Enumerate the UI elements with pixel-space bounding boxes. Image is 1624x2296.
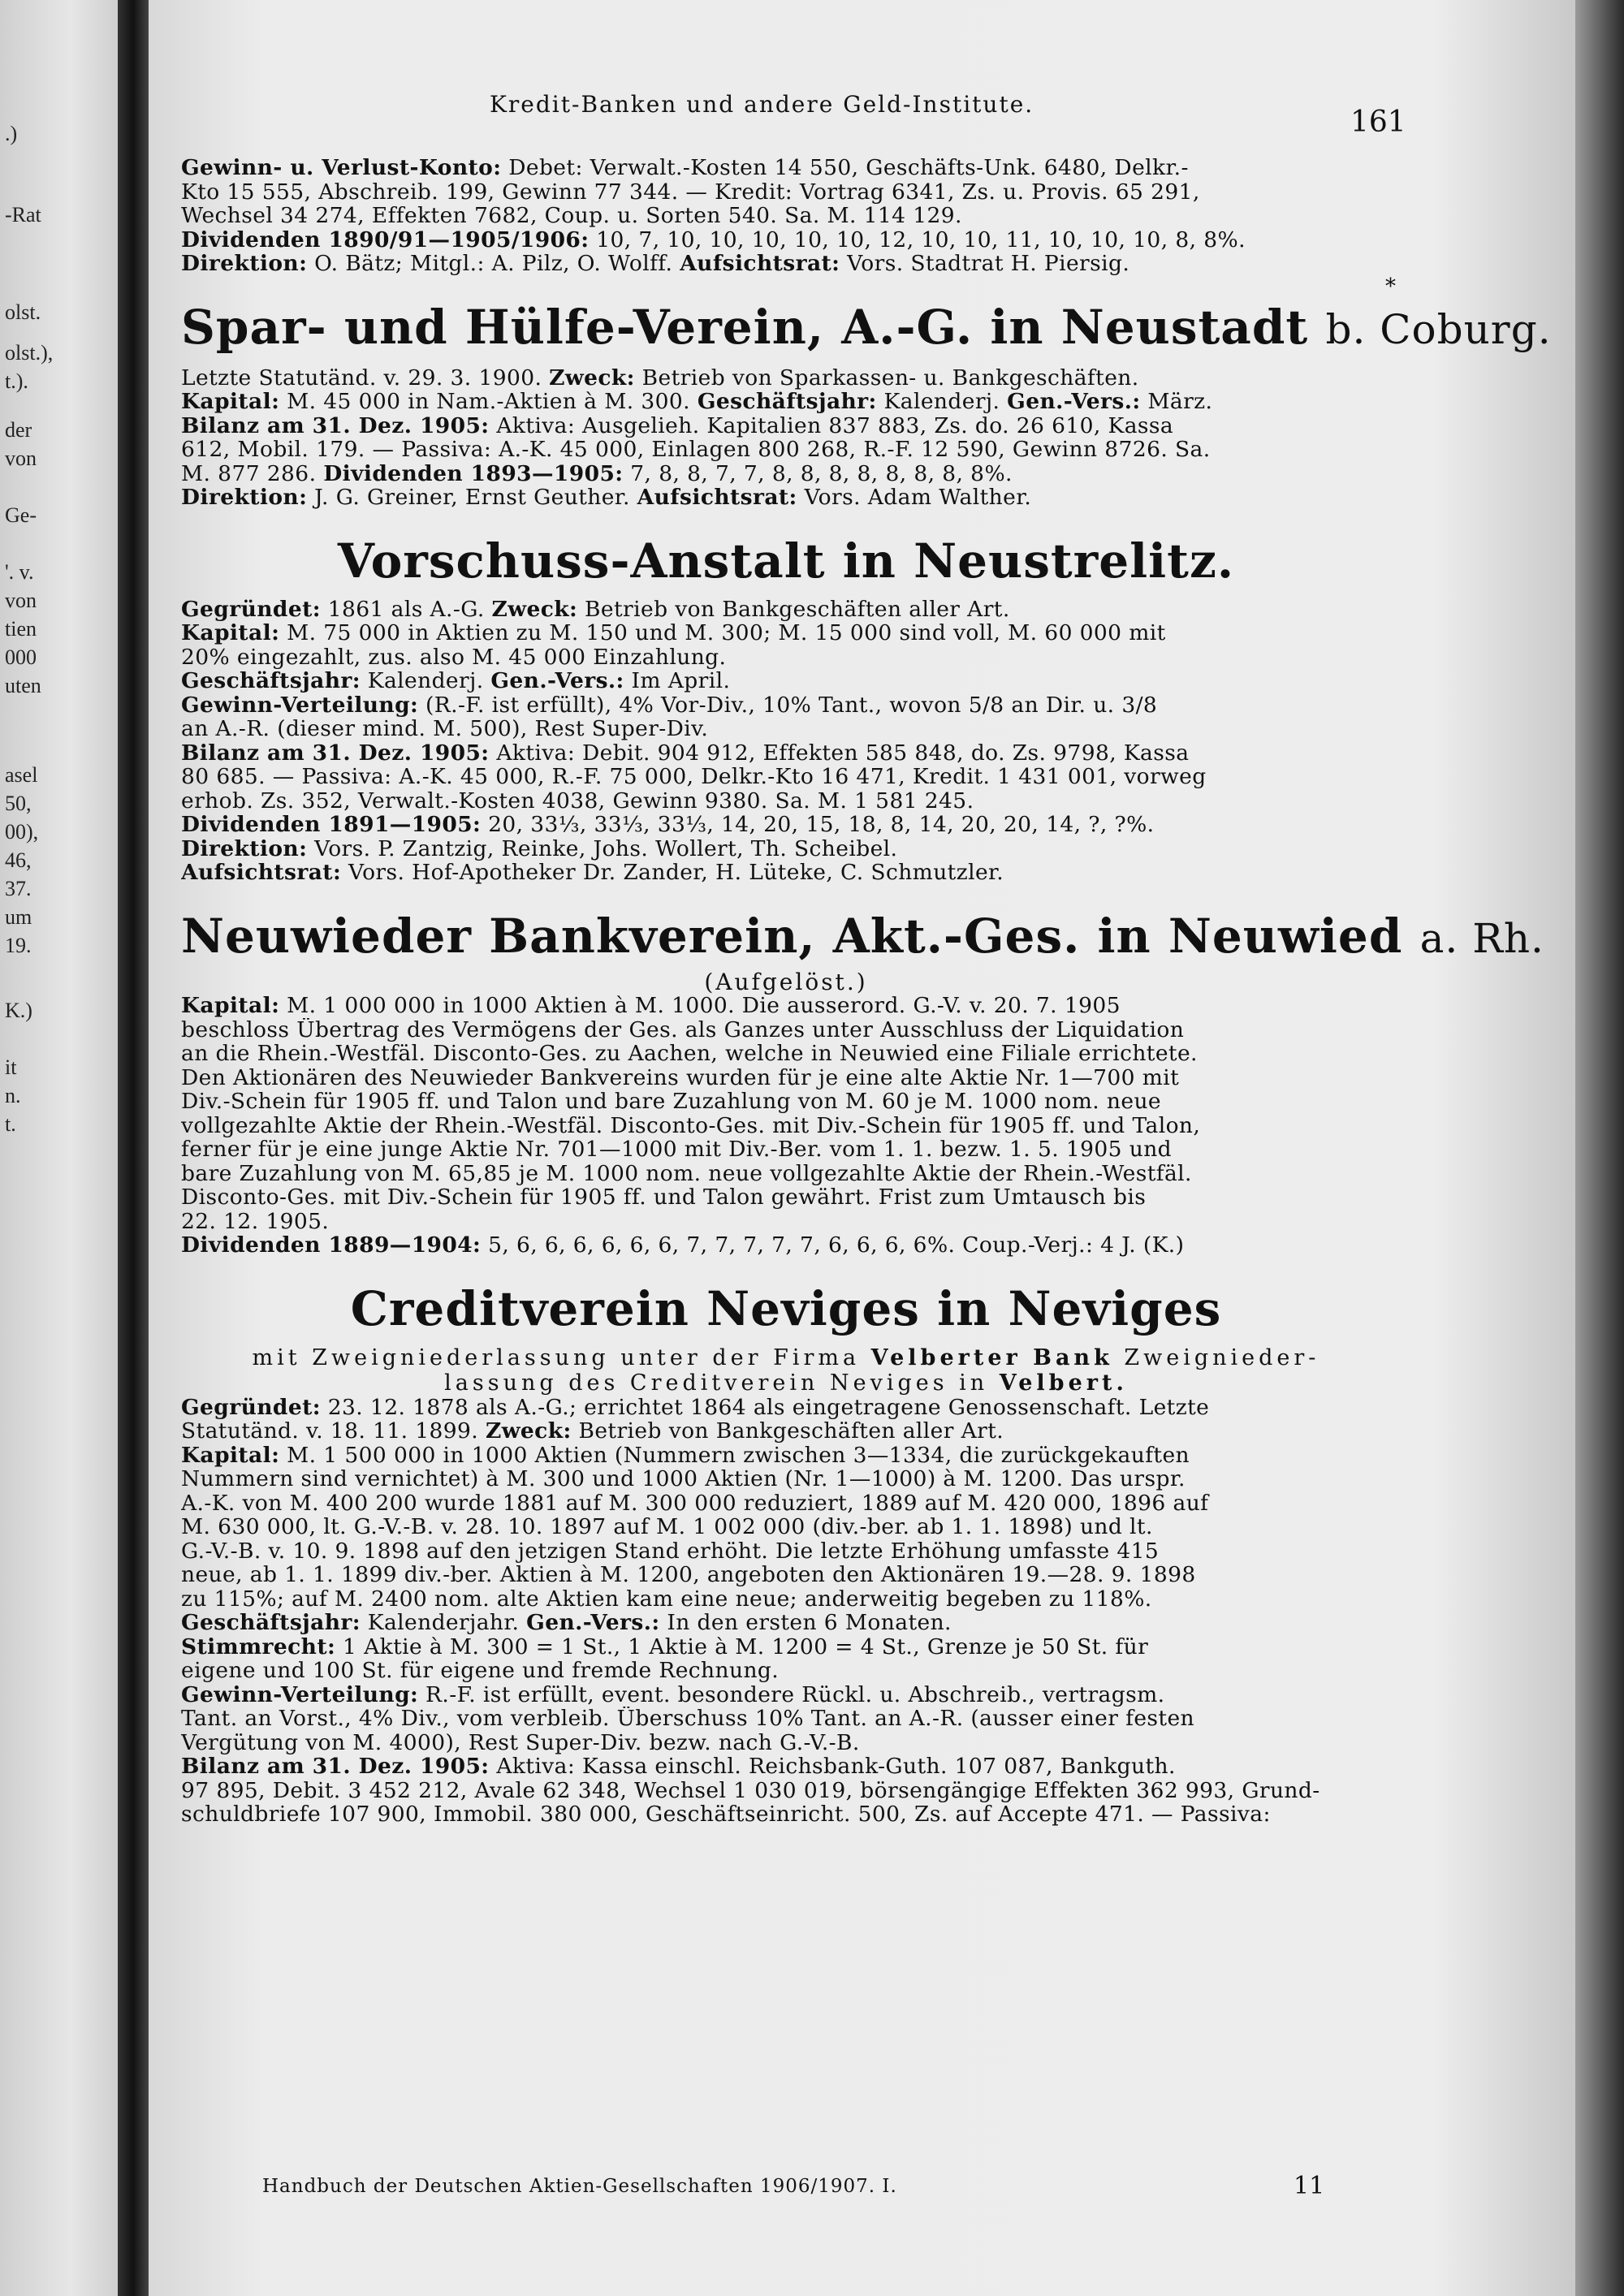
entry-line — [181, 438, 1391, 462]
field-value: 7, 8, 8, 7, 7, 8, 8, 8, 8, 8, 8, 8, 8%. — [623, 461, 1013, 486]
company-entry — [181, 1279, 1391, 1827]
entry-branch-note — [181, 1345, 1391, 1370]
page-number: 161 — [1350, 106, 1406, 139]
field-value: neue, ab 1. 1. 1899 div.-ber. Aktien à M. 1200, angeboten den Aktionären 19.—28. 9. 1898 — [181, 1563, 1196, 1587]
entry-line — [181, 837, 1391, 861]
book-spine — [118, 0, 149, 2296]
right-page-edge — [1575, 0, 1624, 2296]
field-value: Aktiva: Ausgelieh. Kapitalien 837 883, Zs. do. 26 610, Kassa — [489, 413, 1174, 438]
entry-line — [181, 252, 1391, 276]
field-value: M. 45 000 in Nam.-Aktien à M. 300. — [279, 390, 690, 414]
margin-fragment: tien — [5, 617, 37, 641]
entry-line — [181, 789, 1391, 814]
field-value: Letzte Statutänd. v. 29. 3. 1900. — [181, 365, 542, 390]
margin-fragment: t.). — [5, 369, 28, 393]
entry-line — [181, 486, 1391, 510]
branch-note-text: lassung des Creditverein Neviges in — [444, 1370, 1000, 1396]
field-value: M. 1 500 000 in 1000 Aktien (Nummern zwischen 3—1334, die zurückgekauften — [279, 1443, 1190, 1467]
margin-fragment: asel — [5, 763, 38, 787]
field-label: Gen.-Vers.: — [526, 1611, 660, 1635]
margin-fragment: olst.), — [5, 341, 54, 365]
field-label: Bilanz am 31. Dez. 1905: — [181, 740, 490, 765]
field-value: 80 685. — Passiva: A.-K. 45 000, R.-F. 75 000, Delkr.-Kto 16 471, Kredit. 1 431 001, vorweg — [181, 765, 1207, 789]
entry-line — [181, 1114, 1391, 1138]
field-value: M. 75 000 in Aktien zu M. 150 und M. 300; M. 15 000 sind voll, M. 60 000 mit — [279, 621, 1166, 645]
entry-line — [181, 1162, 1391, 1186]
margin-fragment: 50, — [5, 792, 32, 815]
field-value: Kalenderj. — [876, 390, 1000, 414]
field-value: schuldbriefe 107 900, Immobil. 380 000, Geschäftseinricht. 500, Zs. auf Accepte 471. — Passiva: — [181, 1802, 1271, 1827]
adjacent-page-edge — [0, 0, 118, 2296]
field-value: Vors. Hof-Apotheker Dr. Zander, H. Lüteke, C. Schmutzler. — [341, 861, 1004, 885]
company-entry — [181, 531, 1391, 885]
margin-fragment: 46, — [5, 848, 32, 872]
field-value: A.-K. von M. 400 200 wurde 1881 auf M. 300 000 reduziert, 1889 auf M. 420 000, 1896 auf — [181, 1491, 1209, 1515]
entry-line — [181, 765, 1391, 789]
entry-line — [181, 1042, 1391, 1066]
field-value: 5, 6, 6, 6, 6, 6, 6, 7, 7, 7, 7, 7, 6, 6, 6, 6%. — [481, 1233, 956, 1258]
field-label: Bilanz am 31. Dez. 1905: — [181, 413, 490, 438]
margin-fragment: 000 — [5, 645, 37, 669]
field-value: 1 Aktie à M. 300 = 1 St., 1 Aktie à M. 1200 = 4 St., Grenze je 50 St. für — [335, 1634, 1149, 1659]
entry-line — [181, 1802, 1391, 1827]
entry-line — [181, 156, 1391, 180]
entry-line — [181, 1731, 1391, 1755]
margin-fragment: .) — [5, 122, 18, 145]
company-entry — [181, 906, 1544, 1258]
entry-line — [181, 645, 1391, 670]
entry-line — [181, 414, 1391, 438]
field-label: Aufsichtsrat: — [680, 252, 840, 276]
entry-line — [181, 861, 1391, 885]
entry-line — [181, 1467, 1391, 1491]
margin-fragment: 37. — [5, 877, 32, 900]
field-value: Vors. Stadtrat H. Piersig. — [840, 252, 1130, 276]
margin-fragment: t. — [5, 1112, 16, 1136]
entry-line — [181, 1396, 1391, 1420]
margin-fragment: Ge- — [5, 503, 37, 527]
field-label: Gen.-Vers.: — [1007, 390, 1141, 414]
field-label: Geschäftsjahr: — [181, 1611, 361, 1635]
field-value: Div.-Schein für 1905 ff. und Talon und bare Zuzahlung von M. 60 je M. 1000 nom. neue — [181, 1090, 1162, 1114]
entry-line — [181, 994, 1391, 1018]
entry-line — [181, 1563, 1391, 1587]
field-value: M. 1 000 000 in 1000 Aktien à M. 1000. Die ausserord. G.-V. v. 20. 7. 1905 — [279, 994, 1121, 1018]
entry-line — [181, 390, 1391, 414]
entry-subtitle: (Aufgelöst.) — [704, 968, 868, 995]
field-value: bare Zuzahlung von M. 65,85 je M. 1000 nom. neue vollgezahlte Aktie der Rhein.-Westfäl. — [181, 1161, 1192, 1185]
field-label: Gewinn- u. Verlust-Konto: — [181, 156, 502, 180]
field-label: Aufsichtsrat: — [637, 486, 797, 510]
field-value: vollgezahlte Aktie der Rhein.-Westfäl. Disconto-Ges. mit Div.-Schein für 1905 ff. und Talon, — [181, 1113, 1201, 1137]
entry-line — [181, 1491, 1391, 1516]
entry-line — [181, 1754, 1391, 1779]
margin-fragment: it — [5, 1055, 17, 1079]
entry-line — [181, 180, 1391, 205]
asterisk-mark: * — [1385, 274, 1396, 299]
field-value: Kto 15 555, Abschreib. 199, Gewinn 77 344. — Kredit: Vortrag 6341, Zs. u. Provis. 65 291, — [181, 179, 1200, 204]
field-value: J. G. Greiner, Ernst Geuther. — [307, 486, 630, 510]
margin-fragment: um — [5, 905, 32, 929]
field-label: Zweck: — [549, 365, 635, 390]
field-value: 20, 33⅓, 33⅓, 33⅓, 14, 20, 15, 18, 8, 14, 20, 20, 14, ?, ?%. — [481, 813, 1155, 837]
book-page — [149, 0, 1575, 2296]
entry-line — [181, 1137, 1391, 1162]
branch-name: Velberter Bank — [870, 1344, 1113, 1370]
margin-fragment: 19. — [5, 934, 32, 957]
margin-fragment: der — [5, 418, 32, 442]
entry-line — [181, 1185, 1391, 1210]
margin-fragment: von — [5, 447, 37, 470]
field-value: Statutänd. v. 18. 11. 1899. — [181, 1419, 479, 1444]
entry-line — [181, 366, 1391, 391]
field-label: Kapital: — [181, 1443, 280, 1467]
field-label: Aufsichtsrat: — [181, 861, 342, 885]
field-label: Direktion: — [181, 486, 308, 510]
branch-name: Velbert. — [999, 1370, 1128, 1396]
entry-line — [181, 598, 1391, 622]
field-value: 22. 12. 1905. — [181, 1209, 330, 1233]
margin-fragment: olst. — [5, 300, 41, 324]
field-value: Aktiva: Kassa einschl. Reichsbank-Guth. 107 087, Bankguth. — [489, 1754, 1176, 1779]
field-value: an A.-R. (dieser mind. M. 500), Rest Super-Div. — [181, 717, 709, 741]
entry-line — [181, 1090, 1391, 1114]
field-value: 10, 7, 10, 10, 10, 10, 10, 12, 10, 10, 11, 10, 10, 10, 8, 8%. — [589, 227, 1246, 252]
entry-line — [181, 1066, 1391, 1090]
entry-line — [181, 1419, 1391, 1444]
page-footer: Handbuch der Deutschen Aktien-Gesellschaften 1906/1907. I. — [262, 2176, 897, 2197]
field-value: 23. 12. 1878 als A.-G.; errichtet 1864 als eingetragene Genossenschaft. Letzte — [320, 1395, 1210, 1419]
field-value: M. 877 286. — [181, 461, 317, 486]
page-content — [181, 81, 1552, 1848]
entry-line — [181, 1635, 1391, 1659]
field-value: Betrieb von Bankgeschäften aller Art. — [577, 597, 1010, 621]
entry-line — [181, 1233, 1391, 1258]
running-head: Kredit-Banken und andere Geld-Institute. — [490, 91, 1034, 118]
field-value: Coup.-Verj.: 4 J. (K.) — [955, 1233, 1185, 1258]
margin-fragment: von — [5, 589, 37, 612]
entry-line — [181, 1659, 1391, 1683]
field-label: Dividenden 1893—1905: — [323, 461, 624, 486]
entry-line — [181, 1210, 1391, 1234]
entry-line — [181, 717, 1391, 741]
entry-title-suffix: b. Coburg. — [1325, 305, 1552, 353]
entry-title-text: Neuwieder Bankverein, Akt.-Ges. in Neuwied — [181, 908, 1403, 964]
entry-title-text: Creditverein Neviges in Neviges — [350, 1280, 1222, 1336]
field-label: Dividenden 1890/91—1905/1906: — [181, 227, 590, 252]
entry-line — [181, 462, 1391, 486]
entry-line — [181, 741, 1391, 766]
field-label: Gewinn-Verteilung: — [181, 1682, 419, 1707]
entry-line — [181, 1779, 1391, 1803]
entry-title — [181, 531, 1391, 591]
entry-line — [181, 1018, 1391, 1042]
field-label: Gegründet: — [181, 1395, 321, 1419]
field-value: Vors. Adam Walther. — [797, 486, 1032, 510]
field-value: Tant. an Vorst., 4% Div., vom verbleib. Überschuss 10% Tant. an A.-R. (ausser einer festen — [181, 1707, 1195, 1731]
entry-line — [181, 1539, 1391, 1564]
field-value: Aktiva: Debit. 904 912, Effekten 585 848, do. Zs. 9798, Kassa — [489, 740, 1190, 765]
field-value: Betrieb von Bankgeschäften aller Art. — [571, 1419, 1004, 1444]
branch-note-text: mit Zweigniederlassung unter der Firma — [252, 1344, 871, 1370]
field-value: Kalenderjahr. — [360, 1611, 520, 1635]
field-value: an die Rhein.-Westfäl. Disconto-Ges. zu Aachen, welche in Neuwied eine Filiale errichtete. — [181, 1042, 1198, 1066]
field-value: eigene und 100 St. für eigene und fremde Rechnung. — [181, 1659, 780, 1683]
field-label: Zweck: — [491, 597, 578, 621]
field-value: Im April. — [624, 669, 731, 693]
field-value: Den Aktionären des Neuwieder Bankvereins wurden für je eine alte Aktie Nr. 1—700 mit — [181, 1065, 1180, 1090]
entry-title — [181, 1279, 1391, 1339]
field-value: Disconto-Ges. mit Div.-Schein für 1905 ff. und Talon gewährt. Frist zum Umtausch bis — [181, 1185, 1147, 1210]
branch-note-text: Zweignieder- — [1112, 1344, 1320, 1370]
field-value: erhob. Zs. 352, Verwalt.-Kosten 4038, Gewinn 9380. Sa. M. 1 581 245. — [181, 788, 974, 813]
entry-line — [181, 693, 1391, 718]
field-label: Stimmrecht: — [181, 1634, 336, 1659]
field-value: 612, Mobil. 179. — Passiva: A.-K. 45 000, Einlagen 800 268, R.-F. 12 590, Gewinn 8726. Sa. — [181, 438, 1211, 462]
entry-title — [181, 906, 1544, 969]
margin-fragment: n. — [5, 1084, 21, 1107]
field-value: (R.-F. ist erfüllt), 4% Vor-Div., 10% Tant., wovon 5/8 an Dir. u. 3/8 — [418, 693, 1158, 717]
margin-fragment: 00), — [5, 820, 39, 844]
margin-fragment: uten — [5, 674, 41, 697]
entry-line — [181, 204, 1391, 228]
field-label: Geschäftsjahr: — [697, 390, 877, 414]
field-label: Kapital: — [181, 994, 280, 1018]
field-value: Vors. P. Zantzig, Reinke, Johs. Wollert, Th. Scheibel. — [307, 836, 898, 861]
entry-line — [181, 1683, 1391, 1707]
field-value: 20% eingezahlt, zus. also M. 45 000 Einzahlung. — [181, 645, 727, 669]
entry-title-suffix: a. Rh. — [1419, 914, 1544, 962]
entry-line — [181, 621, 1391, 645]
entry-title-text: Vorschuss-Anstalt in Neustrelitz. — [337, 533, 1235, 589]
entry-line — [181, 813, 1391, 837]
margin-fragment: '. v. — [5, 560, 34, 584]
field-label: Bilanz am 31. Dez. 1905: — [181, 1754, 490, 1779]
field-value: Nummern sind vernichtet) à M. 300 und 1000 Aktien (Nr. 1—1000) à M. 1200. Das urspr. — [181, 1467, 1186, 1491]
field-value: G.-V.-B. v. 10. 9. 1898 auf den jetzigen Stand erhöht. Die letzte Erhöhung umfasste 415 — [181, 1539, 1160, 1563]
field-label: Zweck: — [485, 1419, 572, 1444]
field-value: 1861 als A.-G. — [320, 597, 485, 621]
field-label: Direktion: — [181, 836, 308, 861]
entry-line — [181, 1587, 1391, 1612]
field-value: zu 115%; auf M. 2400 nom. alte Aktien kam eine neue; anderweitig begeben zu 118%. — [181, 1586, 1152, 1611]
entry-branch-note — [181, 1370, 1391, 1396]
field-label: Gegründet: — [181, 597, 321, 621]
company-entry — [181, 297, 1552, 510]
field-value: R.-F. ist erfüllt, event. besondere Rückl. u. Abschreib., vertragsm. — [418, 1682, 1165, 1707]
field-label: Dividenden 1889—1904: — [181, 1233, 482, 1258]
field-value: ferner für je eine junge Aktie Nr. 701—1000 mit Div.-Ber. vom 1. 1. bezw. 1. 5. 1905 und — [181, 1137, 1173, 1162]
field-label: Geschäftsjahr: — [181, 669, 361, 693]
entry-line — [181, 1611, 1391, 1635]
entry-line — [181, 1515, 1391, 1539]
field-value: 97 895, Debit. 3 452 212, Avale 62 348, Wechsel 1 030 019, börsengängige Effekten 362 993, Grund- — [181, 1778, 1320, 1802]
field-value: Vergütung von M. 4000), Rest Super-Div. bezw. nach G.-V.-B. — [181, 1730, 860, 1754]
company-entry — [181, 156, 1391, 276]
field-label: Direktion: — [181, 252, 308, 276]
field-label: Dividenden 1891—1905: — [181, 813, 482, 837]
field-value: Debet: Verwalt.-Kosten 14 550, Geschäfts-Unk. 6480, Delkr.- — [501, 156, 1189, 180]
entry-title — [181, 297, 1552, 360]
field-label: Gen.-Vers.: — [490, 669, 624, 693]
field-value: Betrieb von Sparkassen- u. Bankgeschäften. — [634, 365, 1139, 390]
field-value: M. 630 000, lt. G.-V.-B. v. 28. 10. 1897 auf M. 1 002 000 (div.-ber. ab 1. 1. 1898) und lt. — [181, 1515, 1153, 1539]
field-label: Kapital: — [181, 390, 280, 414]
field-value: Kalenderj. — [360, 669, 484, 693]
field-value: O. Bätz; Mitgl.: A. Pilz, O. Wolff. — [307, 252, 673, 276]
entry-line — [181, 1707, 1391, 1731]
entry-line — [181, 669, 1391, 693]
margin-fragment: K.) — [5, 999, 32, 1022]
field-value: März. — [1140, 390, 1213, 414]
field-value: Wechsel 34 274, Effekten 7682, Coup. u. Sorten 540. Sa. M. 114 129. — [181, 204, 962, 228]
entry-title-text: Spar- und Hülfe-Verein, A.-G. in Neustadt — [181, 299, 1309, 355]
field-label: Kapital: — [181, 621, 280, 645]
margin-fragment: -Rat — [5, 203, 41, 227]
signature-mark: 11 — [1294, 2172, 1325, 2200]
field-label: Gewinn-Verteilung: — [181, 693, 419, 717]
field-value: In den ersten 6 Monaten. — [659, 1611, 952, 1635]
field-value: beschloss Übertrag des Vermögens der Ges. als Ganzes unter Ausschluss der Liquidation — [181, 1017, 1185, 1042]
entry-line — [181, 1444, 1391, 1468]
entry-line — [181, 228, 1391, 252]
